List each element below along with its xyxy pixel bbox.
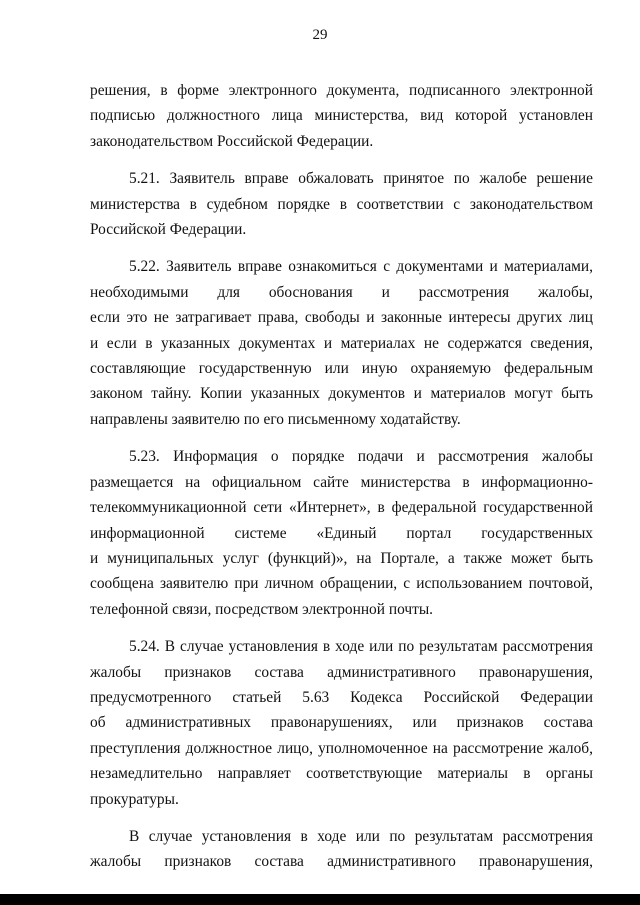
paragraph-5-24 [90, 634, 593, 812]
text-line: и если в указанных документах и материалах не содержатся сведения, [90, 334, 593, 352]
text-line: прокуратуры. [90, 790, 179, 808]
text-line: В случае установления в ходе или по результатам рассмотрения [129, 827, 593, 845]
text-line: министерства в судебном порядке в соответствии с законодательством [90, 195, 593, 213]
text-line: жалобы признаков состава административного правонарушения, [90, 853, 593, 871]
text-line: направлены заявителю по его письменному ходатайству. [90, 410, 461, 428]
document-body [90, 78, 593, 875]
text-line: информационной системе «Единый портал государственных [90, 524, 593, 542]
paragraph-case-continued [90, 824, 593, 875]
text-line: 5.21. Заявитель вправе обжаловать принятое по жалобе решение [129, 170, 593, 188]
paragraph-5-23 [90, 444, 593, 622]
text-line: телефонной связи, посредством электронной почты. [90, 600, 434, 618]
text-line: об административных правонарушениях, или признаков состава [90, 714, 593, 732]
text-line: 5.22. Заявитель вправе ознакомиться с документами и материалами, [129, 258, 593, 276]
scan-bottom-edge [0, 894, 640, 905]
text-line: незамедлительно направляет соответствующие материалы в органы [90, 765, 593, 783]
paragraph-5-22 [90, 254, 593, 432]
text-line: предусмотренного статьей 5.63 Кодекса Российской Федерации [90, 688, 593, 706]
text-line: преступления должностное лицо, уполномоченное на рассмотрение жалоб, [90, 739, 593, 757]
text-line: подписью должностного лица министерства, вид которой установлен [90, 107, 593, 125]
text-line: 5.24. В случае установления в ходе или по результатам рассмотрения [129, 638, 593, 656]
text-line: законодательством Российской Федерации. [90, 132, 374, 150]
text-line: если это не затрагивает права, свободы и законные интересы других лиц [90, 309, 593, 327]
text-line: законом тайну. Копии указанных документов и материалов могут быть [90, 385, 593, 403]
text-line: составляющие государственную или иную охраняемую федеральным [90, 360, 593, 378]
paragraph-5-21 [90, 166, 593, 242]
text-line: 5.23. Информация о порядке подачи и рассмотрения жалобы [129, 448, 593, 466]
text-line: Российской Федерации. [90, 221, 247, 239]
text-line: необходимыми для обоснования и рассмотрения жалобы, [90, 283, 593, 301]
paragraph-decision-continuation [90, 78, 593, 154]
text-line: размещается на официальном сайте министерства в информационно- [90, 473, 593, 491]
page-number: 29 [312, 27, 328, 43]
text-line: сообщена заявителю при личном обращении, с использованием почтовой, [90, 575, 593, 593]
text-line: решения, в форме электронного документа, подписанного электронной [90, 82, 593, 99]
text-line: жалобы признаков состава административного правонарушения, [90, 663, 593, 681]
text-line: телекоммуникационной сети «Интернет», в федеральной государственной [90, 499, 593, 517]
text-line: и муниципальных услуг (функций)», на Портале, а также может быть [90, 549, 593, 567]
